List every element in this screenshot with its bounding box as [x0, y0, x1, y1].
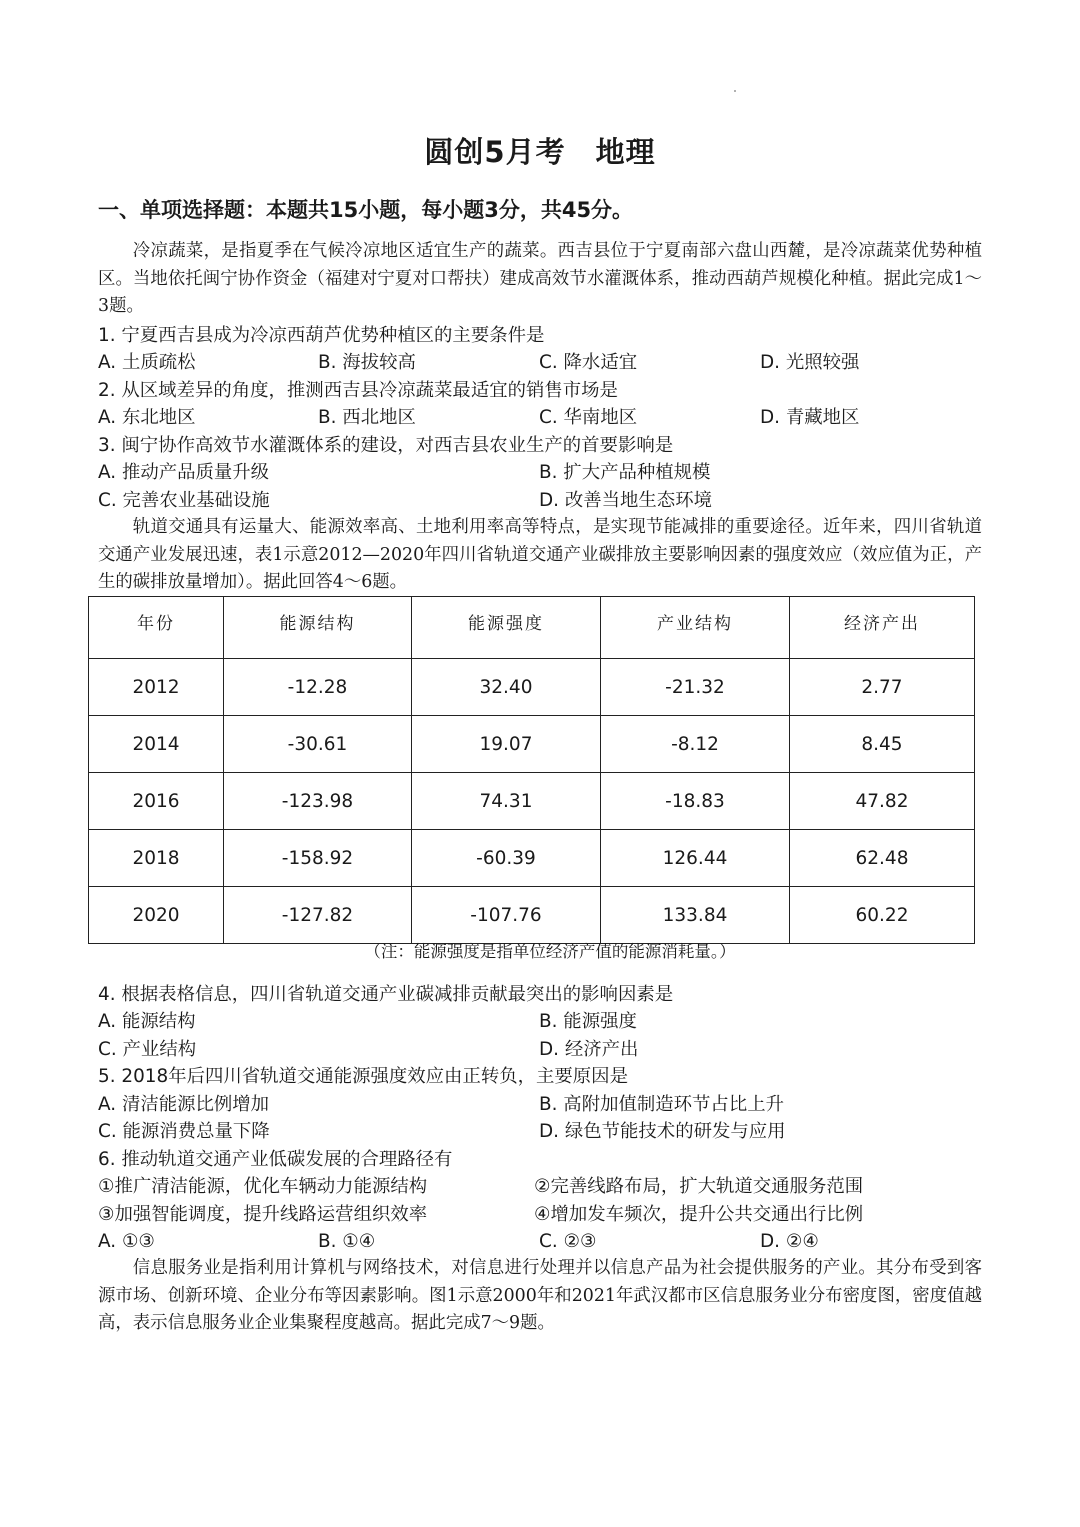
question-1: 1. 宁夏西吉县成为冷凉西葫芦优势种植区的主要条件是: [98, 325, 545, 346]
q5-option-d: D. 绿色节能技术的研发与应用: [539, 1121, 786, 1142]
table-cell: 32.40: [412, 659, 601, 716]
page-title: 圆创5月考 地理: [424, 135, 656, 169]
q3-option-c: C. 完善农业基础设施: [98, 490, 270, 511]
table-row: [89, 659, 975, 716]
question-6-options: [98, 1228, 998, 1256]
q4-option-d: D. 经济产出: [539, 1039, 639, 1060]
question-6: 6. 推动轨道交通产业低碳发展的合理路径有: [98, 1149, 453, 1170]
q4-option-b: B. 能源强度: [539, 1011, 637, 1032]
table-cell: -12.28: [224, 659, 412, 716]
table-cell: -30.61: [224, 716, 412, 773]
table-cell: 2016: [89, 773, 224, 830]
q2-option-b: B. 西北地区: [318, 407, 416, 428]
question-6-items-row2: [98, 1201, 998, 1229]
table-cell: -127.82: [224, 887, 412, 944]
table-header: 能源结构: [224, 597, 412, 659]
table-cell: -18.83: [601, 773, 790, 830]
q6-item-3: ③加强智能调度，提升线路运营组织效率: [98, 1204, 428, 1225]
question-2: 2. 从区域差异的角度，推测西吉县冷凉蔬菜最适宜的销售市场是: [98, 380, 618, 401]
q2-option-c: C. 华南地区: [539, 407, 638, 428]
table-note: （注：能源强度是指单位经济产值的能源消耗量。）: [364, 942, 736, 961]
passage-1: 冷凉蔬菜，是指夏季在气候冷凉地区适宜生产的蔬菜。西吉县位于宁夏南部六盘山西麓，是冷凉蔬菜优势种植区。当地依托闽宁协作资金（福建对宁夏对口帮扶）建成高效节水灌溉体系，推动西葫芦规模化种植。据此完成1～3题。: [98, 241, 982, 316]
table-cell: 62.48: [790, 830, 975, 887]
q3-option-a: A. 推动产品质量升级: [98, 462, 270, 483]
table-header: 能源强度: [412, 597, 601, 659]
q3-option-b: B. 扩大产品种植规模: [539, 462, 711, 483]
table-cell: -107.76: [412, 887, 601, 944]
q3-option-d: D. 改善当地生态环境: [539, 490, 712, 511]
table-cell: 2020: [89, 887, 224, 944]
table-cell: -123.98: [224, 773, 412, 830]
q6-item-4: ④增加发车频次，提升公共交通出行比例: [534, 1204, 864, 1225]
table-cell: 60.22: [790, 887, 975, 944]
q6-item-1: ①推广清洁能源，优化车辆动力能源结构: [98, 1176, 428, 1197]
table-cell: 133.84: [601, 887, 790, 944]
q1-option-c: C. 降水适宜: [539, 352, 638, 373]
table-cell: 2018: [89, 830, 224, 887]
passage-2: 轨道交通具有运量大、能源效率高、土地利用率高等特点，是实现节能减排的重要途径。近年来，四川省轨道交通产业发展迅速，表1示意2012—2020年四川省轨道交通产业碳排放主要影响因素的强度效应（效应值为正，产生的碳排放量增加）。据此回答4～6题。: [98, 517, 982, 592]
table-cell: 19.07: [412, 716, 601, 773]
data-table: [88, 596, 975, 944]
table-row: [89, 716, 975, 773]
table-header-row: [89, 597, 975, 659]
q5-option-b: B. 高附加值制造环节占比上升: [539, 1094, 784, 1115]
table-cell: -158.92: [224, 830, 412, 887]
q6-option-c: C. ②③: [539, 1231, 597, 1252]
q4-option-a: A. 能源结构: [98, 1011, 196, 1032]
question-5-options-row1: [98, 1091, 998, 1119]
table-row: [89, 887, 975, 944]
table-cell: 2012: [89, 659, 224, 716]
q4-option-c: C. 产业结构: [98, 1039, 197, 1060]
q2-option-d: D. 青藏地区: [760, 407, 860, 428]
table-cell: 47.82: [790, 773, 975, 830]
question-4-options-row2: [98, 1036, 998, 1064]
scan-dot: [734, 90, 736, 92]
table-cell: -60.39: [412, 830, 601, 887]
table-header: 产业结构: [601, 597, 790, 659]
table-cell: 8.45: [790, 716, 975, 773]
q6-option-b: B. ①④: [318, 1231, 376, 1252]
question-6-items-row1: [98, 1173, 998, 1201]
table-cell: -8.12: [601, 716, 790, 773]
question-2-options: [98, 404, 998, 432]
table-header: 年份: [89, 597, 224, 659]
table-cell: 74.31: [412, 773, 601, 830]
q1-option-d: D. 光照较强: [760, 352, 860, 373]
question-5: 5. 2018年后四川省轨道交通能源强度效应由正转负，主要原因是: [98, 1066, 628, 1087]
q6-item-2: ②完善线路布局，扩大轨道交通服务范围: [534, 1176, 864, 1197]
question-1-options: [98, 349, 998, 377]
question-4: 4. 根据表格信息，四川省轨道交通产业碳减排贡献最突出的影响因素是: [98, 984, 674, 1005]
q5-option-a: A. 清洁能源比例增加: [98, 1094, 270, 1115]
q5-option-c: C. 能源消费总量下降: [98, 1121, 270, 1142]
table-header: 经济产出: [790, 597, 975, 659]
q6-option-d: D. ②④: [760, 1231, 819, 1252]
q2-option-a: A. 东北地区: [98, 407, 196, 428]
question-5-options-row2: [98, 1118, 998, 1146]
question-3: 3. 闽宁协作高效节水灌溉体系的建设，对西吉县农业生产的首要影响是: [98, 435, 674, 456]
table-row: [89, 773, 975, 830]
table-row: [89, 830, 975, 887]
question-4-options-row1: [98, 1008, 998, 1036]
table-cell: 126.44: [601, 830, 790, 887]
q1-option-b: B. 海拔较高: [318, 352, 416, 373]
table-cell: 2.77: [790, 659, 975, 716]
passage-3: 信息服务业是指利用计算机与网络技术，对信息进行处理并以信息产品为社会提供服务的产业。其分布受到客源市场、创新环境、企业分布等因素影响。图1示意2000年和2021年武汉都市区信息服务业分布密度图，密度值越高，表示信息服务业企业集聚程度越高。据此完成7～9题。: [98, 1258, 982, 1333]
table-cell: -21.32: [601, 659, 790, 716]
section-heading: 一、单项选择题：本题共15小题，每小题3分，共45分。: [98, 198, 634, 222]
question-3-options-row2: [98, 487, 998, 515]
q6-option-a: A. ①③: [98, 1231, 155, 1252]
q1-option-a: A. 土质疏松: [98, 352, 196, 373]
table-cell: 2014: [89, 716, 224, 773]
question-3-options-row1: [98, 459, 998, 487]
